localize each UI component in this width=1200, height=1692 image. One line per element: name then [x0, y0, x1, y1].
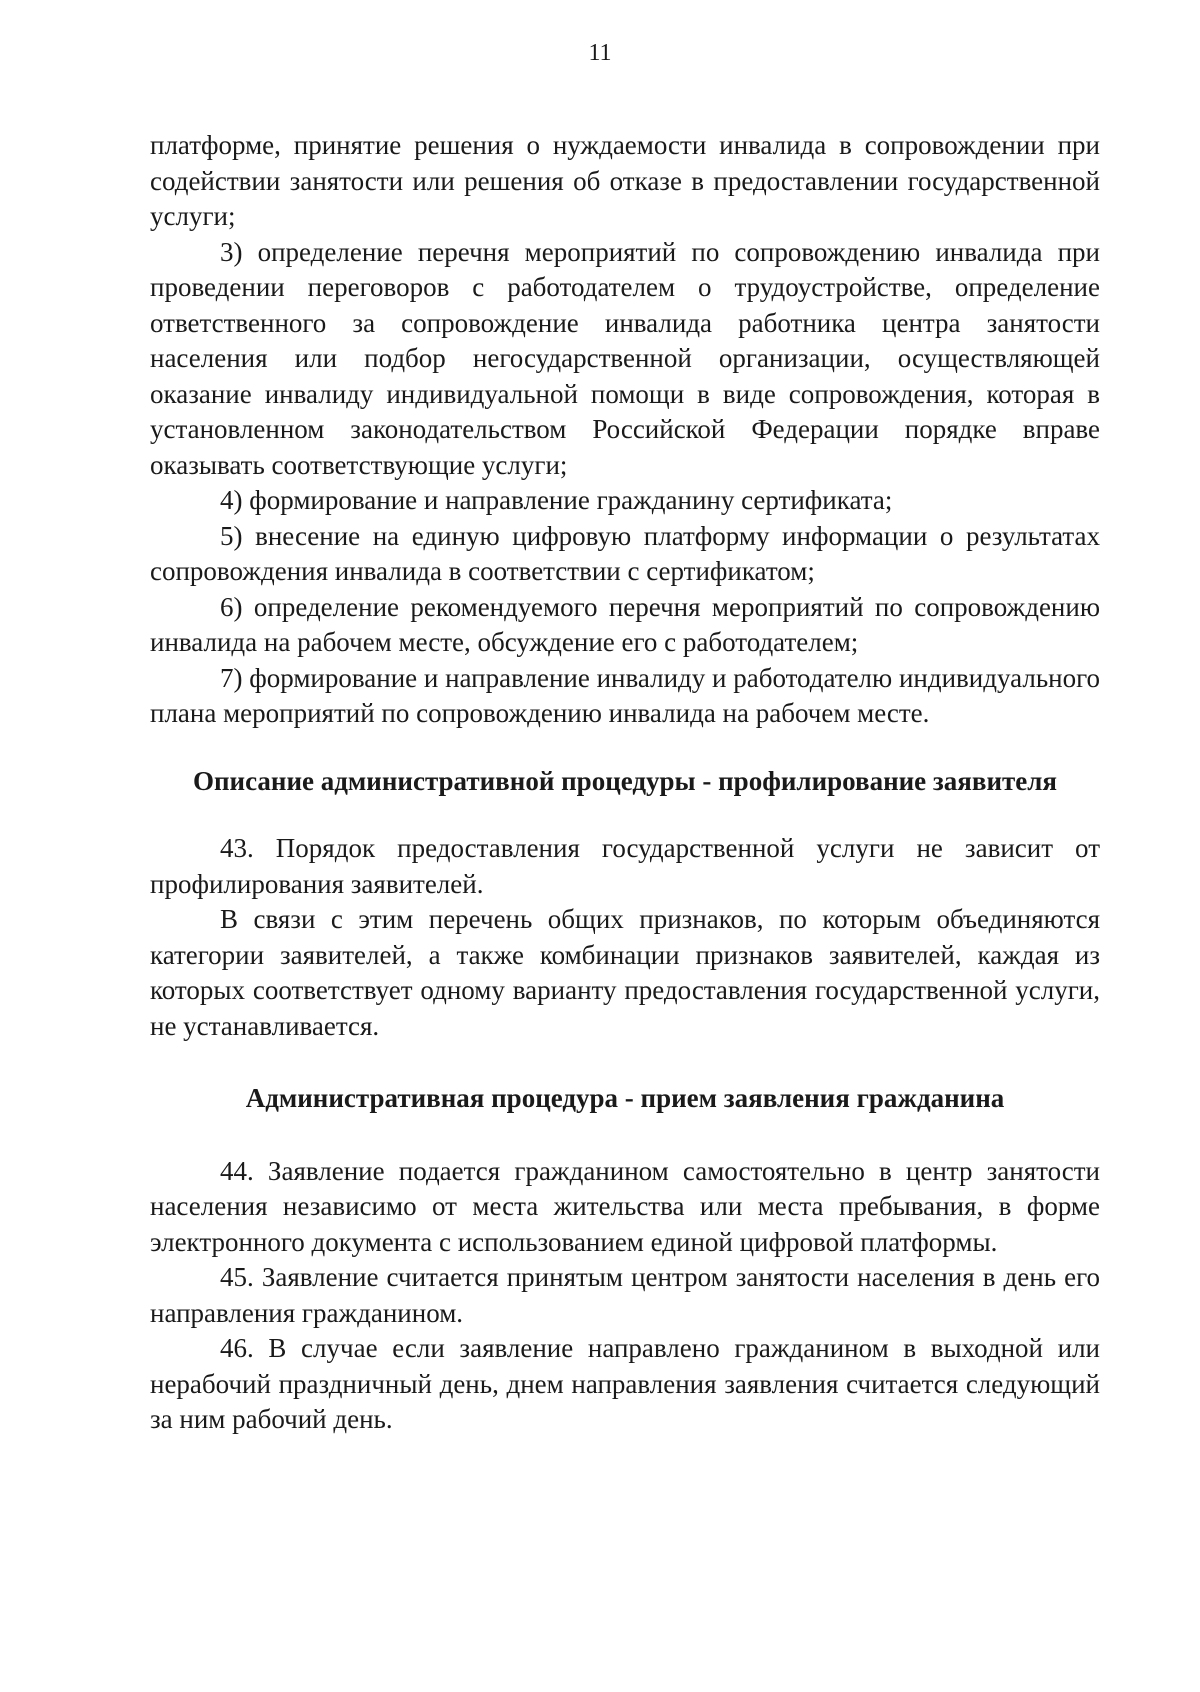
paragraph-46: 46. В случае если заявление направлено гражданином в выходной или нерабочий праздничный день, днем направления заявления считается следующий за ним рабочий день.: [150, 1333, 1100, 1434]
paragraph-43: 43. Порядок предоставления государственной услуги не зависит от профилирования заявителей.: [150, 833, 1100, 899]
paragraph-44: 44. Заявление подается гражданином самостоятельно в центр занятости населения независимо от места жительства или места пребывания, в форме электронного документа с использованием единой цифровой платформы.: [150, 1155, 1100, 1257]
list-item-6: 6) определение рекомендуемого перечня мероприятий по сопровождению инвалида на рабочем месте, обсуждение его с работодателем;: [150, 591, 1100, 657]
paragraph-continuation: платформе, принятие решения о нуждаемости инвалида в сопровождении при содействии занятости или решения об отказе в предоставлении государственной услуги;: [150, 130, 1100, 231]
document-body: [150, 128, 1100, 1438]
list-item-4: 4) формирование и направление гражданину сертификата;: [220, 485, 893, 515]
section-heading-profiling: Описание административной процедуры - профилирование заявителя: [192, 765, 1058, 796]
paragraph-45: 45. Заявление считается принятым центром занятости населения в день его направления гражданином.: [150, 1262, 1100, 1328]
page-number: 11: [588, 40, 612, 66]
paragraph-43-continued: В связи с этим перечень общих признаков, по которым объединяются категории заявителей, а также комбинации признаков заявителей, каждая из которых соответствует одному варианту предоставления государственной услуги, не устанавливается.: [150, 904, 1100, 1041]
list-item-5: 5) внесение на единую цифровую платформу информации о результатах сопровождения инвалида в соответствии с сертификатом;: [150, 520, 1100, 586]
list-item-7: 7) формирование и направление инвалиду и работодателю индивидуального плана мероприятий по сопровождению инвалида на рабочем месте.: [150, 662, 1100, 728]
list-item-3: 3) определение перечня мероприятий по сопровождению инвалида при проведении переговоров с работодателем о трудоустройстве, определение ответственного за сопровождение инвалида работника центра занятости населения или подбор негосударственной организации, осуществляющей оказание инвалиду индивидуальной помощи в виде сопровождения, которая в установленном законодательством Российской Федерации порядке вправе оказывать соответствующие услуги;: [150, 236, 1100, 480]
section-heading-application: Административная процедура - прием заявления гражданина: [245, 1083, 1005, 1113]
